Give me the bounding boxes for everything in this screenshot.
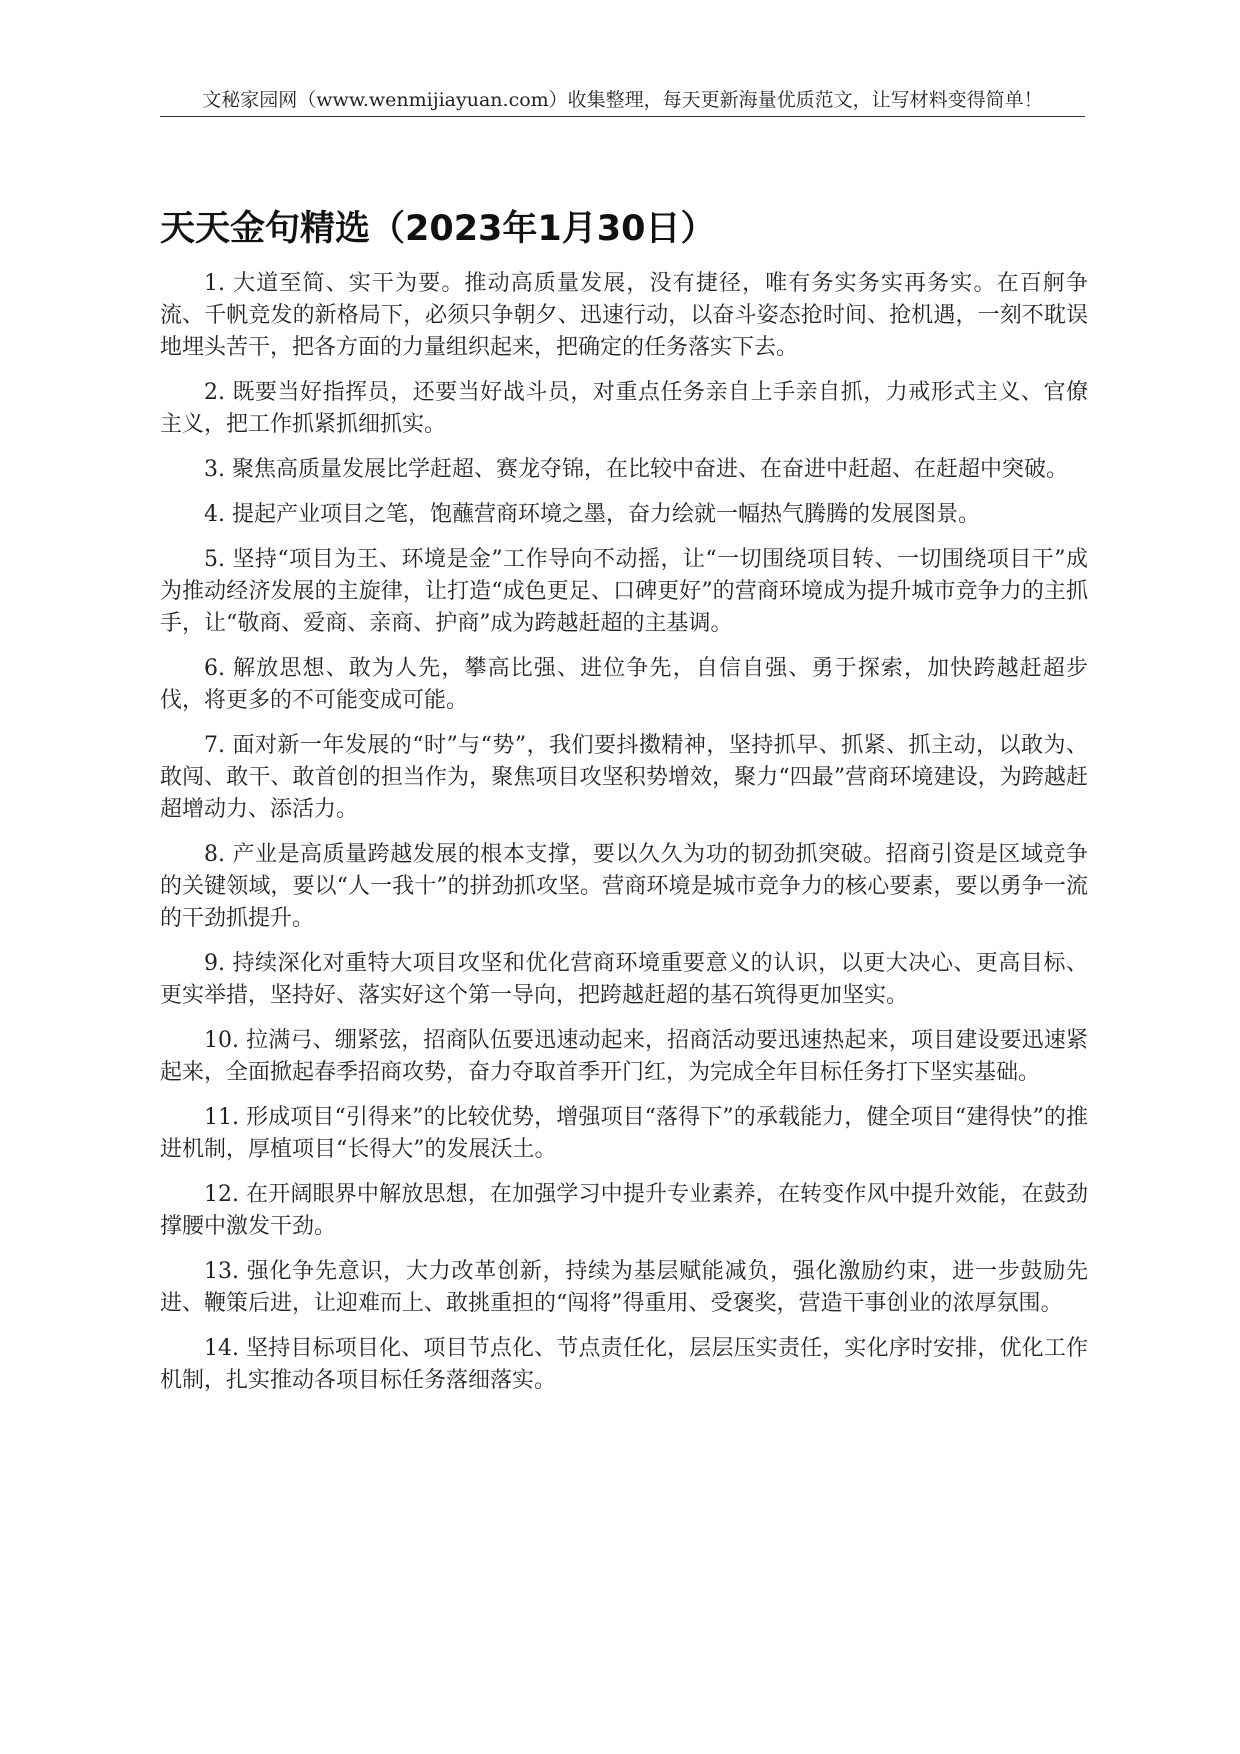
document-body [160,268,1088,1410]
quote-paragraph-2: 2. 既要当好指挥员，还要当好战斗员，对重点任务亲自上手亲自抓，力戒形式主义、官僚主义，把工作抓紧抓细抓实。 [160,380,1088,437]
quote-paragraph-1: 1. 大道至简、实干为要。推动高质量发展，没有捷径，唯有务实务实再务实。在百舸争流、千帆竞发的新格局下，必须只争朝夕、迅速行动，以奋斗姿态抢时间、抢机遇，一刻不耽误地埋头苦干，把各方面的力量组织起来，把确定的任务落实下去。 [160,271,1088,360]
quote-paragraph-11: 11. 形成项目“引得来”的比较优势，增强项目“落得下”的承载能力，健全项目“建得快”的推进机制，厚植项目“长得大”的发展沃土。 [160,1105,1088,1162]
quote-paragraph-12: 12. 在开阔眼界中解放思想，在加强学习中提升专业素养，在转变作风中提升效能，在鼓劲撑腰中激发干劲。 [160,1182,1088,1239]
quote-paragraph-7: 7. 面对新一年发展的“时”与“势”，我们要抖擞精神，坚持抓早、抓紧、抓主动，以敢为、敢闯、敢干、敢首创的担当作为，聚焦项目攻坚积势增效，聚力“四最”营商环境建设，为跨越赶超增动力、添活力。 [160,733,1088,822]
quote-paragraph-6: 6. 解放思想、敢为人先，攀高比强、进位争先，自信自强、勇于探索，加快跨越赶超步伐，将更多的不可能变成可能。 [160,656,1088,713]
quote-paragraph-10: 10. 拉满弓、绷紧弦，招商队伍要迅速动起来，招商活动要迅速热起来，项目建设要迅速紧起来，全面掀起春季招商攻势，奋力夺取首季开门红，为完成全年目标任务打下坚实基础。 [160,1028,1088,1085]
quote-paragraph-9: 9. 持续深化对重特大项目攻坚和优化营商环境重要意义的认识，以更大决心、更高目标、更实举措，坚持好、落实好这个第一导向，把跨越赶超的基石筑得更加坚实。 [160,951,1088,1008]
quote-paragraph-4: 4. 提起产业项目之笔，饱蘸营商环境之墨，奋力绘就一幅热气腾腾的发展图景。 [204,502,980,527]
quote-paragraph-5: 5. 坚持“项目为王、环境是金”工作导向不动摇，让“一切围绕项目转、一切围绕项目干”成为推动经济发展的主旋律，让打造“成色更足、口碑更好”的营商环境成为提升城市竞争力的主抓手，让“敬商、爱商、亲商、护商”成为跨越赶超的主基调。 [160,547,1088,636]
document-title: 天天金句精选（2023年1月30日） [160,209,716,249]
quote-paragraph-14: 14. 坚持目标项目化、项目节点化、节点责任化，层层压实责任，实化序时安排，优化工作机制，扎实推动各项目标任务落细落实。 [160,1336,1088,1393]
quote-paragraph-3: 3. 聚焦高质量发展比学赶超、赛龙夺锦，在比较中奋进、在奋进中赶超、在赶超中突破。 [204,457,1068,482]
quote-paragraph-13: 13. 强化争先意识，大力改革创新，持续为基层赋能减负，强化激励约束，进一步鼓励先进、鞭策后进，让迎难而上、敢挑重担的“闯将”得重用、受褒奖，营造干事创业的浓厚氛围。 [160,1259,1088,1316]
page-header: 文秘家园网（www.wenmijiayuan.com）收集整理，每天更新海量优质范文，让写材料变得简单！ [160,86,1085,117]
quote-paragraph-8: 8. 产业是高质量跨越发展的根本支撑，要以久久为功的韧劲抓突破。招商引资是区域竞争的关键领域，要以“人一我十”的拼劲抓攻坚。营商环境是城市竞争力的核心要素，要以勇争一流的干劲抓提升。 [160,842,1088,931]
